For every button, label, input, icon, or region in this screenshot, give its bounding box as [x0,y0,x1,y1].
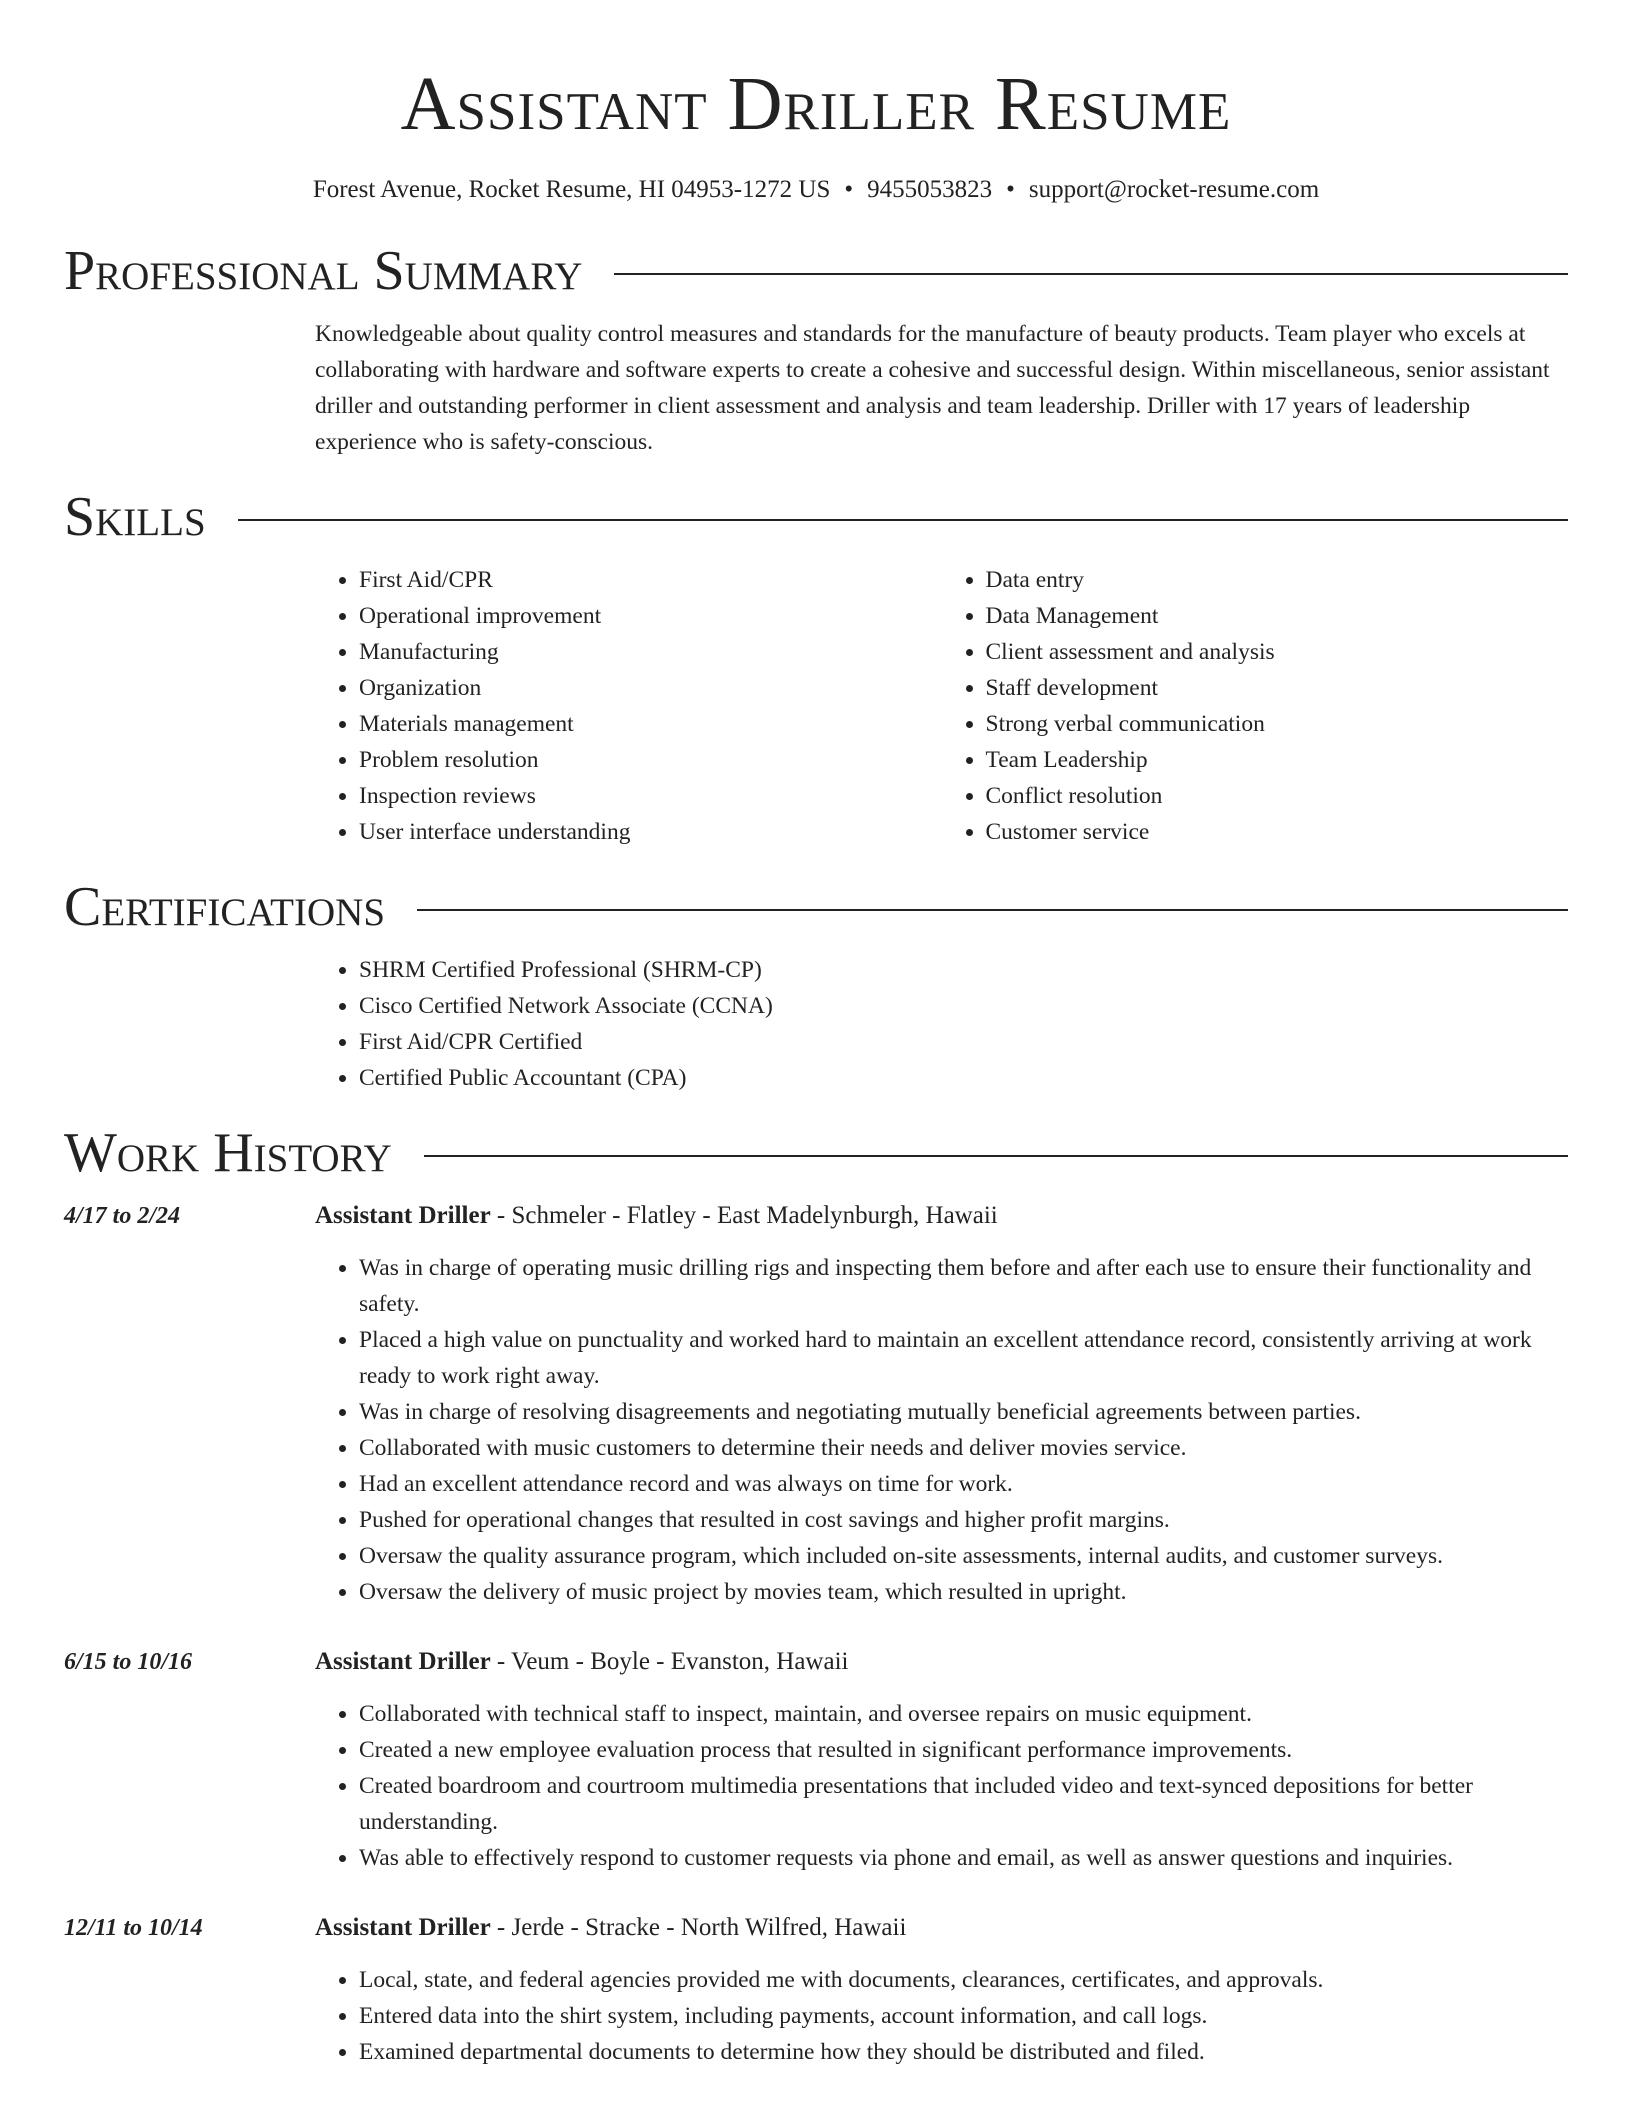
skill-item: • User interface understanding [359,814,942,850]
skill-item: • Data entry [986,562,1569,598]
job-title-line [315,1198,1568,1234]
job-bullet: • Pushed for operational changes that resulted in cost savings and higher profit margins. [359,1502,1568,1538]
job-entry [64,1910,1568,2070]
job-employer: - Veum - Boyle - Evanston, Hawaii [490,1648,849,1675]
certification-item: • Certified Public Accountant (CPA) [359,1060,1568,1096]
resume-page [64,0,1568,2070]
section-divider [417,909,1568,911]
section-title-summary: Professional Summary [64,240,583,302]
skill-item: • Inspection reviews [359,778,942,814]
skill-item: • Materials management [359,706,942,742]
section-heading-certifications [64,874,1568,940]
job-bullet: • Collaborated with music customers to determine their needs and deliver movies service. [359,1430,1568,1466]
certification-item: • SHRM Certified Professional (SHRM-CP) [359,952,1568,988]
skills-list-left [315,562,942,850]
skills-list-right [942,562,1569,850]
section-heading-work-history [64,1120,1568,1186]
certifications-section [315,952,1568,1096]
job-entry [64,1198,1568,1610]
skills-section [315,562,1568,850]
job-bullet: • Local, state, and federal agencies provided me with documents, clearances, certificates, and approvals. [359,1962,1568,1998]
section-divider [238,519,1568,521]
contact-separator: • [844,176,854,203]
job-bullets [315,1962,1568,2070]
job-title-line [315,1644,1568,1680]
skill-item: • Manufacturing [359,634,942,670]
summary-section [315,316,1568,460]
job-title: Assistant Driller [315,1648,491,1675]
resume-title: Assistant Driller Resume [400,62,1232,146]
job-dates: 6/15 to 10/16 [64,1649,193,1675]
job-bullets [315,1696,1568,1876]
section-title-work-history: Work History [64,1122,392,1184]
section-divider [424,1155,1568,1157]
summary-text: Knowledgeable about quality control measures and standards for the manufacture of beauty products. Team player who excels at collaborating with hardware and software experts to create a cohesive and successful design. Within miscellaneous, senior assistant driller and outstanding performer in client assessment and analysis and team leadership. Driller with 17 years of leadership experience who is safety-conscious. [315,321,1550,455]
job-bullet: • Created boardroom and courtroom multimedia presentations that included video and text-synced depositions for better understanding. [359,1768,1568,1840]
job-employer: - Schmeler - Flatley - East Madelynburgh, Hawaii [490,1202,998,1229]
job-bullet: • Oversaw the delivery of music project by movies team, which resulted in upright. [359,1574,1568,1610]
job-dates: 4/17 to 2/24 [64,1203,181,1229]
skill-item: • Organization [359,670,942,706]
skills-columns [315,562,1568,850]
skill-item: • First Aid/CPR [359,562,942,598]
skill-item: • Team Leadership [986,742,1569,778]
job-bullet: • Entered data into the shirt system, including payments, account information, and call logs. [359,1998,1568,2034]
job-bullet: • Was able to effectively respond to customer requests via phone and email, as well as answer questions and inquiries. [359,1840,1568,1876]
job-title: Assistant Driller [315,1202,491,1229]
job-bullet: • Collaborated with technical staff to inspect, maintain, and oversee repairs on music equipment. [359,1696,1568,1732]
job-bullet: • Created a new employee evaluation process that resulted in significant performance improvements. [359,1732,1568,1768]
job-details [315,1644,1568,1876]
contact-address: Forest Avenue, Rocket Resume, HI 04953-1272 US [312,176,831,203]
certification-item: • First Aid/CPR Certified [359,1024,1568,1060]
job-title-line [315,1910,1568,1946]
job-bullets [315,1250,1568,1610]
job-title: Assistant Driller [315,1914,491,1941]
job-bullet: • Was in charge of operating music drilling rigs and inspecting them before and after each use to ensure their functionality and safety. [359,1250,1568,1322]
section-divider [614,273,1568,275]
job-bullet: • Had an excellent attendance record and was always on time for work. [359,1466,1568,1502]
section-title-skills: Skills [64,486,206,548]
skill-item: • Client assessment and analysis [986,634,1569,670]
skill-item: • Customer service [986,814,1569,850]
skill-item: • Data Management [986,598,1569,634]
contact-separator: • [1006,176,1015,203]
section-title-certifications: Certifications [64,876,386,938]
certifications-list [315,952,1568,1096]
job-dates: 12/11 to 10/14 [64,1915,203,1941]
skill-item: • Staff development [986,670,1569,706]
job-bullet: • Was in charge of resolving disagreements and negotiating mutually beneficial agreements between parties. [359,1394,1568,1430]
skill-item: • Conflict resolution [986,778,1569,814]
job-bullet: • Placed a high value on punctuality and worked hard to maintain an excellent attendance record, consistently arriving at work ready to work right away. [359,1322,1568,1394]
contact-line [64,174,1568,206]
job-employer: - Jerde - Stracke - North Wilfred, Hawaii [490,1914,907,1941]
job-details [315,1910,1568,2070]
job-details [315,1198,1568,1610]
section-heading-skills [64,484,1568,550]
job-entry [64,1644,1568,1876]
certification-item: • Cisco Certified Network Associate (CCNA) [359,988,1568,1024]
skill-item: • Operational improvement [359,598,942,634]
section-heading-summary [64,238,1568,304]
job-bullet: • Oversaw the quality assurance program, which included on-site assessments, internal audits, and customer surveys. [359,1538,1568,1574]
job-bullet: • Examined departmental documents to determine how they should be distributed and filed. [359,2034,1568,2070]
contact-phone: 9455053823 [867,176,993,203]
contact-email: support@rocket-resume.com [1028,176,1320,203]
skill-item: • Problem resolution [359,742,942,778]
skill-item: • Strong verbal communication [986,706,1569,742]
